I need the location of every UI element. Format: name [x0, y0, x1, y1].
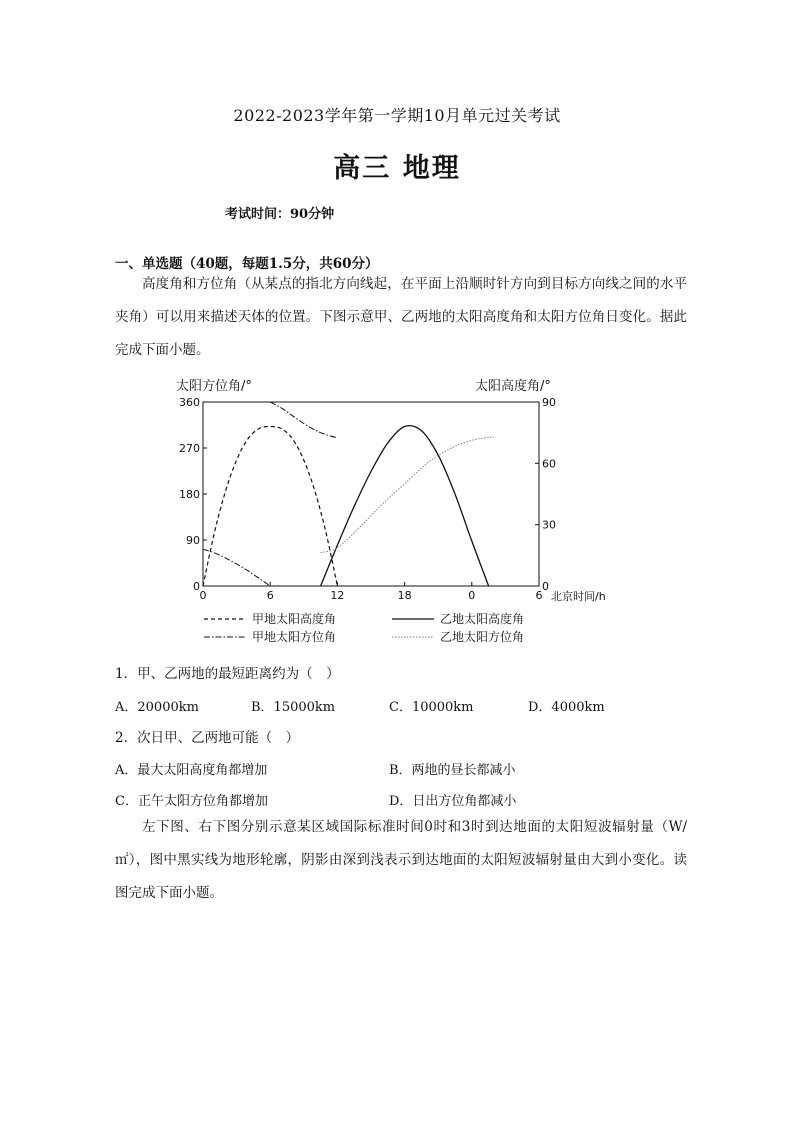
q2-option-c[interactable]: C．正午太阳方位角都增加 [115, 794, 268, 809]
q1-option-b[interactable]: B．15000km [251, 700, 336, 715]
x-tick-label: 6 [266, 589, 274, 602]
section-title: 一、单选题（40题，每题1.5分，共60分） [115, 256, 379, 272]
legend-label: 甲地太阳方位角 [252, 630, 337, 644]
q1-option-d[interactable]: D．4000km [528, 700, 605, 715]
y-right-tick-label: 90 [542, 396, 556, 409]
question-2-stem: 2．次日甲、乙两地可能（ ） [115, 730, 300, 746]
y-left-tick-label: 90 [186, 534, 200, 547]
plot-frame [203, 402, 539, 586]
y-right-tick-label: 0 [542, 580, 549, 593]
y-left-tick-label: 180 [179, 488, 200, 501]
x-tick-label: 6 [535, 589, 543, 602]
y-left-tick-label: 270 [179, 442, 200, 455]
y-left-tick-label: 0 [193, 580, 200, 593]
series-line-3 [321, 426, 489, 586]
x-tick-label: 12 [330, 589, 345, 602]
x-tick-label: 0 [199, 589, 207, 602]
legend-label: 甲地太阳高度角 [252, 612, 337, 626]
y-left-axis-label: 太阳方位角/° [176, 379, 252, 394]
closing-paragraph: 左下图、右下图分别示意某区域国际标准时间0时和3时到达地面的太阳短波辐射量（W/㎡），图中黑实线为地形轮廓，阴影由深到浅表示到达地面的太阳短波辐射量由大到小变化。读图完成下面小题。 [115, 819, 687, 901]
q2-option-b[interactable]: B．两地的昼长都减小 [389, 763, 516, 778]
y-right-axis-label: 太阳高度角/° [475, 379, 551, 394]
intro-paragraph: 高度角和方位角（从某点的指北方向线起，在平面上沿顺时针方向到目标方向线之间的水平夹角）可以用来描述天体的位置。下图示意甲、乙两地的太阳高度角和太阳方位角日变化。据此完成下面小题。 [115, 276, 687, 358]
q1-option-c[interactable]: C．10000km [389, 700, 474, 715]
series-line-0 [203, 427, 337, 587]
q1-option-a[interactable]: A．20000km [115, 700, 199, 715]
y-left-tick-label: 360 [179, 396, 200, 409]
series-line-4 [321, 437, 495, 553]
q2-option-a[interactable]: A．最大太阳高度角都增加 [115, 763, 268, 778]
series-line-2 [270, 402, 337, 438]
q2-option-d[interactable]: D．日出方位角都减小 [389, 794, 517, 809]
question-1-stem: 1．甲、乙两地的最短距离约为（ ） [115, 666, 340, 682]
subject-title: 高三 地理 [333, 153, 461, 184]
x-tick-label: 0 [468, 589, 476, 602]
series-line-1 [203, 549, 270, 586]
x-axis-label: 北京时间/h [551, 590, 606, 603]
exam-title: 2022-2023学年第一学期10月单元过关考试 [233, 106, 561, 125]
x-tick-label: 18 [397, 589, 412, 602]
legend-label: 乙地太阳高度角 [440, 612, 525, 626]
solar-angle-chart [0, 370, 794, 670]
y-right-tick-label: 30 [542, 518, 556, 532]
exam-time: 考试时间：90分钟 [225, 207, 335, 222]
legend-label: 乙地太阳方位角 [440, 630, 525, 644]
y-right-tick-label: 60 [542, 457, 556, 471]
